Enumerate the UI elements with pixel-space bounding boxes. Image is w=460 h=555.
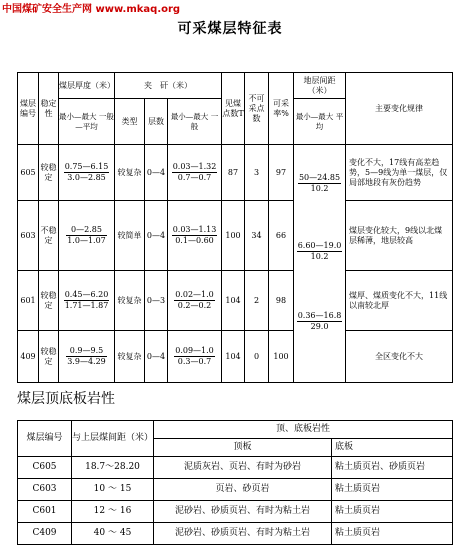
thickness-range: 0.9—9.5 [66, 346, 107, 357]
parting-range-max: 0.02—1.0 [175, 290, 214, 299]
thickness [59, 271, 115, 331]
floor: 粘土质页岩 [332, 479, 453, 501]
points-seen: 104 [222, 331, 245, 383]
distance: 40 ～ 45 [72, 523, 154, 545]
roof: 页岩、砂页岩 [154, 479, 332, 501]
parting-type: 较简单 [115, 201, 145, 271]
points-seen: 87 [222, 145, 245, 201]
header-mineable-rate: 可采率% [269, 73, 294, 145]
main-change: 变化不大，17线有高差趋势，5—9线为单一煤层，仅局部地段有灰份趋势 [346, 145, 453, 201]
parting-avg: 0.2—0.2 [177, 301, 212, 310]
thickness-avg: 3.9—4.29 [67, 357, 106, 366]
thickness-avg: 1.0—1.07 [67, 236, 106, 245]
seam-no: C605 [18, 457, 72, 479]
header-main-change: 主要变化规律 [346, 73, 453, 145]
thickness-range: 0—2.85 [66, 225, 107, 236]
header-roof-floor: 顶、底板岩性 [154, 421, 453, 439]
floor: 粘土质页岩 [332, 523, 453, 545]
mineable-rate: 66 [269, 201, 294, 271]
thickness [59, 331, 115, 383]
parting-range [168, 271, 222, 331]
header-thickness-sub: 最小—最大 一般—平均 [59, 99, 115, 145]
gap-range: 0.36—16.8 [297, 311, 342, 320]
parting-range-max: 0.03—1.13 [172, 225, 217, 234]
header-floor: 底板 [332, 439, 453, 457]
nonmineable: 3 [245, 145, 269, 201]
header-roof: 顶板 [154, 439, 332, 457]
floor: 粘土质页岩、砂质页岩 [332, 457, 453, 479]
header-seam-gap: 地层间距（米） [294, 73, 346, 99]
points-seen: 100 [222, 201, 245, 271]
table-row [18, 479, 453, 501]
header-seam-gap-sub: 最小—最大 平均 [294, 99, 346, 145]
seam-no: C601 [18, 501, 72, 523]
gap-avg: 10.2 [310, 252, 329, 261]
seam-no: C603 [18, 479, 72, 501]
nonmineable: 34 [245, 201, 269, 271]
parting-layers: 0—4 [145, 145, 168, 201]
header-thickness: 煤层厚度（米） [59, 73, 115, 99]
table-row [18, 271, 453, 331]
stability: 较稳定 [39, 145, 59, 201]
nonmineable: 0 [245, 331, 269, 383]
watermark: 中国煤矿安全生产网 www.mkaq.org [2, 4, 181, 15]
table-row [18, 145, 453, 201]
seam-gap-cell [294, 145, 346, 383]
parting-range [168, 201, 222, 271]
parting-avg: 0.3—0.7 [177, 357, 212, 366]
mineable-rate: 98 [269, 271, 294, 331]
seam-no: C409 [18, 523, 72, 545]
page-title: 可采煤层特征表 [177, 21, 283, 37]
table-row [18, 331, 453, 383]
thickness-range: 0.75—6.15 [64, 162, 109, 171]
main-change: 煤厚、煤质变化不大，11线以南较北厚 [346, 271, 453, 331]
parting-range-max: 0.03—1.32 [172, 162, 217, 171]
parting-range-max: 0.09—1.0 [175, 346, 214, 355]
parting-range [168, 145, 222, 201]
gap-avg: 29.0 [310, 322, 329, 331]
header-stability: 稳定性 [39, 73, 59, 145]
gap-range: 50—24.85 [298, 173, 341, 182]
floor: 粘土质页岩 [332, 501, 453, 523]
thickness [59, 145, 115, 201]
seam-no: 603 [18, 201, 39, 271]
parting-avg: 0.1—0.60 [175, 236, 214, 245]
header-seam-no: 煤层编号 [18, 421, 72, 457]
parting-layers: 0—4 [145, 331, 168, 383]
stability: 较稳定 [39, 271, 59, 331]
parting-type: 较复杂 [115, 145, 145, 201]
stability: 不稳定 [39, 201, 59, 271]
header-points-seen: 见煤点数T [222, 73, 245, 145]
gap-range: 6.60—19.0 [297, 241, 342, 250]
distance: 10 ～ 15 [72, 479, 154, 501]
table-row [18, 501, 453, 523]
seam-no: 409 [18, 331, 39, 383]
header-parting-layers: 层数 [145, 99, 168, 145]
thickness-range: 0.45—6.20 [64, 290, 109, 299]
main-change: 全区变化不大 [346, 331, 453, 383]
stability: 较稳定 [39, 331, 59, 383]
thickness-avg: 3.0—2.85 [67, 173, 106, 182]
parting-type: 较复杂 [115, 271, 145, 331]
distance: 18.7～28.20 [72, 457, 154, 479]
table-row [18, 457, 453, 479]
nonmineable: 2 [245, 271, 269, 331]
thickness-avg: 1.71—1.87 [64, 301, 109, 310]
header-seam-no: 煤层编号 [18, 73, 39, 145]
roof: 泥砂岩、砂质页岩、有时为粘土岩 [154, 501, 332, 523]
header-parting: 夹 矸（米） [115, 73, 222, 99]
parting-type: 较复杂 [115, 331, 145, 383]
mineable-rate: 97 [269, 145, 294, 201]
parting-layers: 0—4 [145, 201, 168, 271]
seam-no: 601 [18, 271, 39, 331]
points-seen: 104 [222, 271, 245, 331]
mineable-rate: 100 [269, 331, 294, 383]
parting-avg: 0.7—0.7 [177, 173, 212, 182]
parting-range [168, 331, 222, 383]
section-title-roof-floor: 煤层顶底板岩性 [17, 391, 115, 407]
distance: 12 ～ 16 [72, 501, 154, 523]
header-distance: 与上层煤间距（米） [72, 421, 154, 457]
thickness [59, 201, 115, 271]
seam-characteristics-table [17, 72, 453, 383]
roof: 泥质灰岩、页岩、有时为砂岩 [154, 457, 332, 479]
header-parting-type: 类型 [115, 99, 145, 145]
table-row [18, 201, 453, 271]
main-change: 煤层变化较大，9线以北煤层稀薄，地层较高 [346, 201, 453, 271]
gap-avg: 10.2 [310, 184, 329, 193]
roof: 泥砂岩、砂质页岩、有时为粘土岩 [154, 523, 332, 545]
header-parting-range: 最小—最大 一般 [168, 99, 222, 145]
seam-no: 605 [18, 145, 39, 201]
roof-floor-table [17, 420, 453, 545]
table-row [18, 523, 453, 545]
parting-layers: 0—3 [145, 271, 168, 331]
header-nonmineable: 不可采点数 [245, 73, 269, 145]
